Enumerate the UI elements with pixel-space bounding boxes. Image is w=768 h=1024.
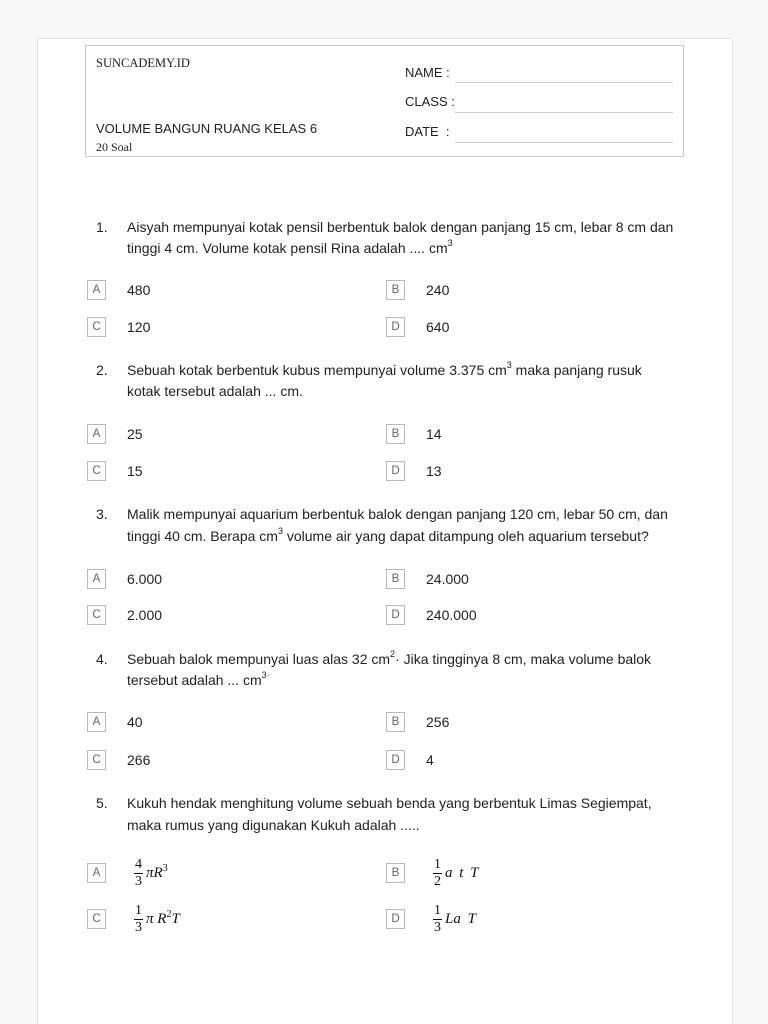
class-blank-line	[455, 112, 673, 113]
question-count: 20 Soal	[96, 140, 133, 154]
superscript: 3	[506, 360, 512, 371]
option-letter: D	[386, 605, 405, 625]
formula-body	[445, 864, 479, 882]
option-formula	[134, 857, 168, 889]
option-value: 240.000	[426, 607, 477, 623]
option-value: 256	[426, 714, 450, 730]
option-letter: C	[87, 317, 106, 337]
question-text: Aisyah mempunyai kotak pensil berbentuk balok dengan panjang 15 cm, lebar 8 cm dan	[127, 219, 674, 235]
formula-term: a t T	[445, 865, 479, 881]
option-value: 15	[127, 463, 143, 479]
option-d	[386, 461, 676, 481]
option-letter: B	[386, 424, 405, 444]
option-c	[87, 605, 377, 625]
question-text-line	[127, 793, 652, 813]
fraction-denominator: 2	[434, 873, 441, 889]
option-letter: B	[386, 712, 405, 732]
option-value: 24.000	[426, 571, 469, 587]
formula-tail: T	[171, 911, 180, 927]
option-value: 6.000	[127, 571, 163, 587]
question-text: Kukuh hendak menghitung volume sebuah benda yang berbentuk Limas Segiempat,	[127, 795, 652, 811]
worksheet-title: VOLUME BANGUN RUANG KELAS 6	[96, 121, 318, 136]
option-value: 480	[127, 282, 151, 298]
formula-body	[445, 910, 476, 928]
option-letter: A	[87, 280, 106, 300]
option-b	[386, 712, 676, 732]
question-1	[38, 217, 734, 335]
option-value: 266	[127, 752, 151, 768]
option-value: 4	[426, 752, 434, 768]
option-c	[87, 317, 377, 337]
option-a	[87, 712, 377, 732]
question-3	[38, 504, 734, 623]
fraction-numerator: 1	[434, 902, 441, 918]
name-blank-line	[455, 82, 673, 83]
option-c	[87, 461, 377, 481]
fraction-numerator: 4	[135, 856, 142, 872]
question-text: volume air yang dapat ditampung oleh aquarium tersebut?	[282, 528, 649, 544]
fraction	[134, 904, 143, 935]
option-letter: B	[386, 569, 405, 589]
question-5	[38, 793, 734, 935]
question-2	[38, 360, 734, 479]
option-formula	[134, 903, 180, 935]
option-letter: A	[87, 569, 106, 589]
formula-term: π R	[146, 911, 167, 927]
question-text: Malik mempunyai aquarium berbentuk balok dengan panjang 120 cm, lebar 50 cm, dan	[127, 506, 668, 522]
question-text: maka panjang rusuk	[511, 362, 642, 378]
superscript: 3	[277, 526, 283, 537]
fraction-denominator: 3	[434, 919, 441, 935]
option-b	[386, 280, 676, 300]
name-label: NAME :	[405, 65, 450, 80]
superscript: 3·	[261, 670, 270, 681]
question-text: maka rumus yang digunakan Kukuh adalah .....	[127, 817, 420, 833]
question-text-line	[127, 360, 642, 380]
option-value: 25	[127, 426, 143, 442]
question-number: 5.	[96, 795, 108, 811]
question-text: · Jika tingginya 8 cm, maka volume balok	[395, 651, 652, 667]
option-letter: C	[87, 750, 106, 770]
option-value: 120	[127, 319, 151, 335]
option-formula	[433, 857, 479, 889]
formula-exponent: 2	[166, 909, 172, 920]
fraction	[433, 904, 442, 935]
question-text-line	[127, 670, 270, 690]
question-text-line	[127, 238, 453, 258]
option-a	[87, 424, 377, 444]
formula-body	[146, 910, 171, 928]
option-value: 14	[426, 426, 442, 442]
option-a	[87, 280, 377, 300]
option-a	[87, 856, 377, 889]
option-letter: D	[386, 909, 405, 929]
formula-term: La T	[445, 911, 476, 927]
fraction-numerator: 1	[434, 856, 441, 872]
worksheet-header	[85, 45, 684, 157]
question-text: kotak tersebut adalah ... cm.	[127, 383, 303, 399]
option-value: 13	[426, 463, 442, 479]
fraction-denominator: 3	[135, 873, 142, 889]
question-number: 1.	[96, 219, 108, 235]
option-value: 40	[127, 714, 143, 730]
question-text-line	[127, 649, 651, 669]
option-a	[87, 569, 377, 589]
question-text-line	[127, 815, 420, 835]
question-text-line	[127, 217, 673, 237]
question-text: tinggi 4 cm. Volume kotak pensil Rina adalah .... cm	[127, 240, 448, 256]
option-letter: D	[386, 750, 405, 770]
question-text: tersebut adalah ... cm	[127, 672, 262, 688]
formula-term: πR	[146, 865, 163, 881]
option-b	[386, 856, 676, 889]
question-text-line	[127, 526, 649, 546]
option-formula	[433, 903, 476, 935]
option-c	[87, 750, 377, 770]
option-value: 2.000	[127, 607, 163, 623]
option-letter: A	[87, 424, 106, 444]
worksheet-page	[37, 38, 733, 1024]
option-value: 640	[426, 319, 450, 335]
class-label: CLASS :	[405, 94, 455, 109]
option-letter: A	[87, 712, 106, 732]
option-letter: C	[87, 605, 106, 625]
question-number: 2.	[96, 362, 108, 378]
option-letter: D	[386, 317, 405, 337]
date-blank-line	[455, 142, 673, 143]
formula-body	[146, 864, 168, 882]
question-text-line	[127, 504, 668, 524]
option-letter: A	[87, 863, 106, 883]
question-number: 4.	[96, 651, 108, 667]
superscript: 3	[447, 238, 453, 249]
option-b	[386, 569, 676, 589]
option-letter: B	[386, 280, 405, 300]
question-text: tinggi 40 cm. Berapa cm	[127, 528, 278, 544]
fraction-numerator: 1	[135, 902, 142, 918]
option-letter: D	[386, 461, 405, 481]
option-letter: C	[87, 461, 106, 481]
option-value: 240	[426, 282, 450, 298]
formula-exponent: 3	[162, 863, 168, 874]
superscript: 2	[390, 649, 396, 660]
option-d	[386, 902, 676, 935]
fraction	[134, 858, 143, 889]
date-label: DATE :	[405, 124, 450, 139]
fraction-denominator: 3	[135, 919, 142, 935]
option-letter: C	[87, 909, 106, 929]
question-text: Sebuah balok mempunyai luas alas 32 cm	[127, 651, 391, 667]
brand-name: SUNCADEMY.ID	[96, 56, 190, 70]
fraction	[433, 858, 442, 889]
option-d	[386, 605, 676, 625]
option-b	[386, 424, 676, 444]
option-d	[386, 317, 676, 337]
option-letter: B	[386, 863, 405, 883]
question-text: Sebuah kotak berbentuk kubus mempunyai volume 3.375 cm	[127, 362, 507, 378]
question-4	[38, 649, 734, 768]
option-c	[87, 902, 377, 935]
option-d	[386, 750, 676, 770]
question-number: 3.	[96, 506, 108, 522]
question-text-line	[127, 381, 303, 401]
